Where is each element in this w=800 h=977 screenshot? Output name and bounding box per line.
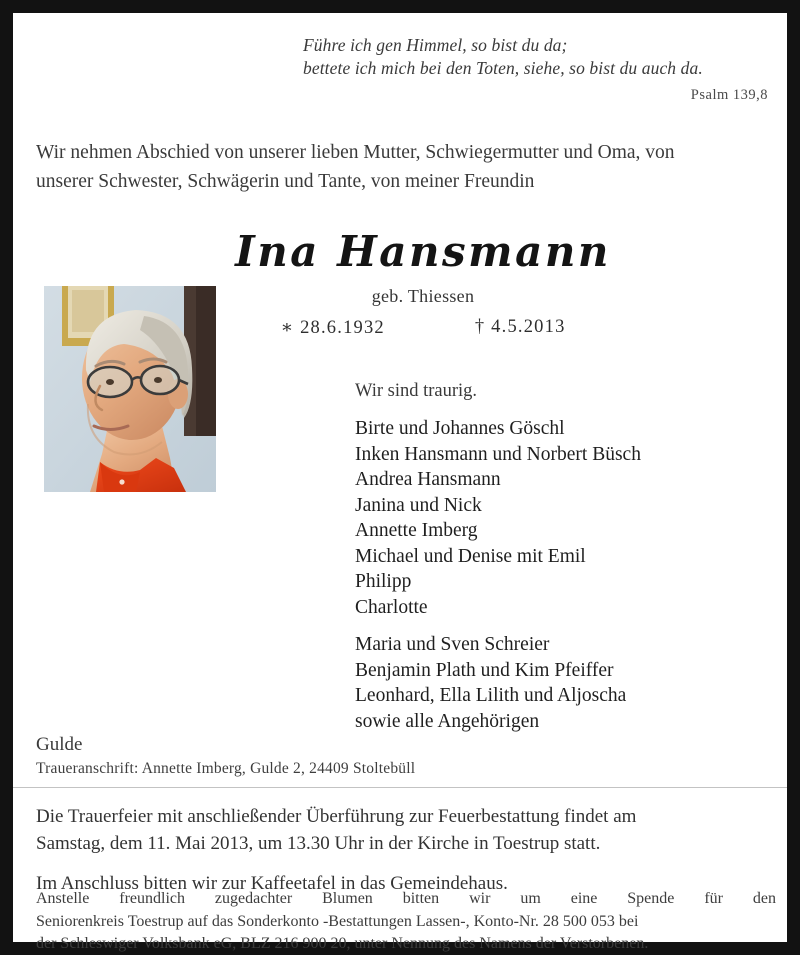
mourner-name: Birte und Johannes Göschl	[355, 418, 565, 439]
donation-line-1: Anstelle freundlich zugedachter Blumen bitten wir um eine Spende für den	[36, 890, 776, 907]
ceremony-details	[36, 803, 776, 897]
mourner-name: Benjamin Plath und Kim Pfeiffer	[355, 659, 614, 681]
bible-verse-block	[303, 34, 768, 104]
mourners-list	[355, 379, 775, 734]
life-dates	[183, 317, 663, 339]
mourner-name: Inken Hansmann und Norbert Büsch	[355, 443, 641, 465]
death-date: † 4.5.2013	[474, 317, 566, 337]
mourner-name: Janina und Nick	[355, 494, 482, 516]
mourning-address: Traueranschrift: Annette Imberg, Gulde 2, 24409 Stoltebüll	[36, 760, 416, 777]
ceremony-line-1: Die Trauerfeier mit anschließender Überführung zur Feuerbestattung findet am	[36, 806, 637, 827]
mourner-name: Maria und Sven Schreier	[355, 634, 550, 655]
intro-line-2: unserer Schwester, Schwägerin und Tante, von meiner Freundin	[36, 171, 535, 192]
verse-source: Psalm 139,8	[690, 87, 768, 103]
ceremony-line-2: Samstag, dem 11. Mai 2013, um 13.30 Uhr in der Kirche in Toestrup statt.	[36, 833, 601, 854]
obituary-content	[13, 13, 787, 952]
mourner-name: Leonhard, Ella Lilith und Aljoscha	[355, 685, 627, 706]
portrait-photo	[44, 286, 216, 492]
place-block	[36, 732, 536, 779]
mourner-names	[355, 416, 775, 734]
donation-note	[36, 888, 776, 956]
mourner-name: Annette Imberg	[355, 520, 478, 541]
verse-line-1: Führe ich gen Himmel, so bist du da;	[303, 35, 568, 55]
donation-line-2: Seniorenkreis Toestrup auf das Sonderkonto -Bestattungen Lassen-, Konto-Nr. 28 500 053 bei	[36, 912, 639, 930]
section-divider	[13, 787, 787, 788]
donation-line-3: der Schleswiger Volksbank eG, BLZ 216 900 20, unter Nennung des Namens der Verstorbenen.	[36, 935, 649, 952]
mourners-lead: Wir sind traurig.	[355, 381, 478, 401]
mourner-name: Michael und Denise mit Emil	[355, 545, 586, 567]
deceased-name-block	[183, 228, 663, 339]
mourner-name: Andrea Hansmann	[355, 469, 501, 490]
mourner-name: sowie alle Angehörigen	[355, 710, 540, 732]
ceremony-first-paragraph	[36, 803, 776, 857]
verse-line-2: bettete ich mich bei den Toten, siehe, so bist du auch da.	[303, 58, 703, 78]
portrait-illustration	[44, 286, 216, 492]
deceased-name: Ina Hansmann	[235, 227, 611, 276]
mourner-name: Philipp	[355, 571, 412, 592]
intro-text	[36, 138, 771, 196]
birth-date: ∗ 28.6.1932	[280, 318, 385, 338]
ceremony-second-paragraph: Im Anschluss bitten wir zur Kaffeetafel in das Gemeindehaus.	[36, 873, 508, 894]
place-name: Gulde	[36, 734, 83, 755]
mourner-name: Charlotte	[355, 596, 428, 618]
intro-line-1: Wir nehmen Abschied von unserer lieben Mutter, Schwiegermutter und Oma, von	[36, 142, 675, 163]
maiden-name: geb. Thiessen	[371, 286, 475, 306]
